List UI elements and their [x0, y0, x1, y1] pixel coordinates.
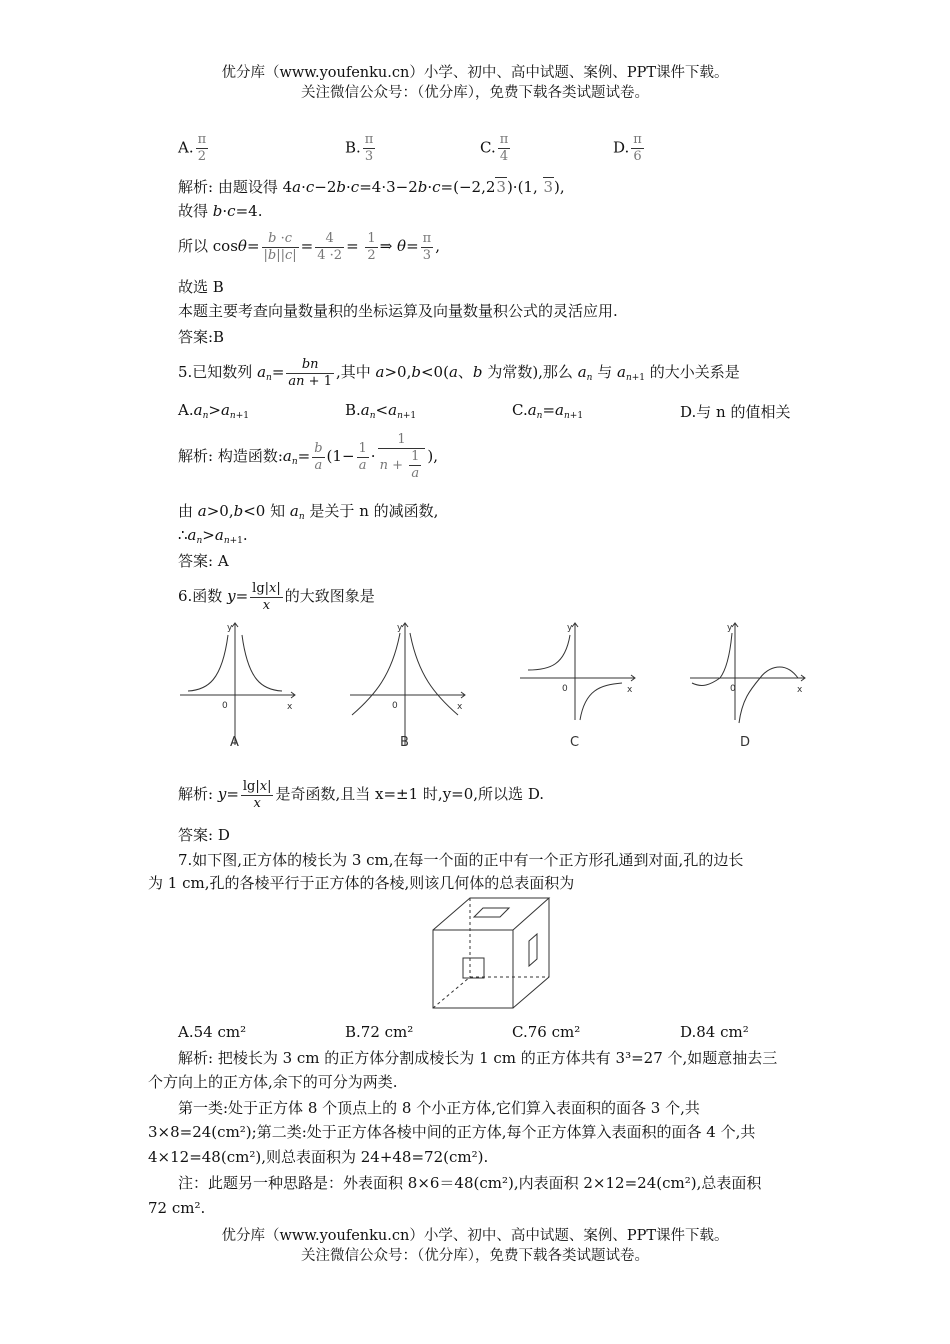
q7-solution-1: 解析: 把棱长为 3 cm 的正方体分割成棱长为 1 cm 的正方体共有 3³=27 个,如题意抽去三: [178, 1049, 778, 1067]
q7-cube-figure: [425, 895, 560, 1015]
q7-note-1: 注：此题另一种思路是：外表面积 8×6＝48(cm²),内表面积 2×12=24(cm²),总表面积: [178, 1174, 762, 1192]
q6-graph-options: [170, 615, 820, 755]
q5-solution: 解析: 构造函数$:a_n=$ $\frac{b}{a}$ (1− $\frac{1}{a}$ · 1 n + $\frac{1}{a}$ ),: [178, 432, 439, 481]
q7-solution-2: 个方向上的正方体,余下的可分为两类.: [148, 1073, 398, 1091]
q4-note: 本题主要考查向量数量积的坐标运算及向量数量积公式的灵活应用.: [178, 302, 618, 320]
q7-stem-1: 7.如下图,正方体的棱长为 3 cm,在每一个面的正中有一个正方形孔通到对面,孔的边长: [178, 851, 744, 869]
q4-then: 故得 b·c=4.: [178, 202, 263, 220]
q4-option-a: A. $\frac{\pi}{2}$: [178, 132, 207, 164]
q6-answer: 答案: D: [178, 826, 230, 844]
q7-option-b: B.72 cm²: [345, 1023, 414, 1041]
q4-choose: 故选 B: [178, 278, 224, 296]
graph-label-a: A: [230, 735, 239, 750]
header-line-2: 关注微信公众号：（优分库），免费下载各类试题试卷。: [301, 85, 649, 101]
graph-c: [520, 623, 635, 720]
q5-option-b: $B.a_n<a_{n+1}$: [345, 401, 417, 421]
graph-b: [350, 623, 465, 745]
footer-line-2: 关注微信公众号：（优分库），免费下载各类试题试卷。: [301, 1248, 649, 1264]
q7-stem-2: 为 1 cm,孔的各棱平行于正方体的各棱,则该几何体的总表面积为: [148, 874, 575, 892]
q6-stem: 6.函数 y= $\frac{\lg|x|}{x}$ 的大致图象是: [178, 580, 375, 613]
q5-option-c: $C.a_n=a_{n+1}$: [512, 401, 584, 421]
q4-answer: 答案:B: [178, 328, 225, 346]
q5-stem: 5.已知数列 $a_n=$ $\frac{bn}{an + 1}$ ,其中 a>0,b<0(a、b 为常数),那么 $a_n$ 与 $a_{n+1}$ 的大小关系是: [178, 356, 740, 389]
graph-d: [690, 623, 805, 723]
q7-option-d: D.84 cm²: [680, 1023, 749, 1041]
q5-conclusion: $\therefore a_n>a_{n+1}$.: [178, 526, 248, 546]
svg-text:x: x: [627, 685, 633, 695]
svg-text:0: 0: [730, 684, 736, 694]
graph-label-b: B: [400, 735, 409, 750]
svg-text:y: y: [397, 623, 403, 633]
graph-a: [180, 623, 295, 745]
svg-text:y: y: [227, 623, 233, 633]
q7-note-2: 72 cm².: [148, 1199, 206, 1217]
svg-text:x: x: [797, 685, 803, 695]
q6-solution: 解析: y= $\frac{\lg|x|}{x}$ 是奇函数,且当 x=±1 时,y=0,所以选 D.: [178, 778, 545, 811]
svg-text:0: 0: [222, 701, 228, 711]
svg-text:y: y: [567, 623, 573, 633]
svg-text:x: x: [457, 702, 463, 712]
q5-option-d: D.与 n 的值相关: [680, 403, 791, 421]
q4-option-d: D. $\frac{\pi}{6}$: [613, 132, 642, 164]
q7-option-c: C.76 cm²: [512, 1023, 581, 1041]
header-line-1: 优分库（www.youfenku.cn）小学、初中、高中试题、案例、PPT课件下载。: [221, 65, 729, 81]
q7-solution-3: 第一类:处于正方体 8 个顶点上的 8 个小正方体,它们算入表面积的面各 3 个,共: [178, 1099, 700, 1117]
q5-option-a: $A.a_n>a_{n+1}$: [178, 401, 249, 421]
svg-text:0: 0: [562, 684, 568, 694]
q5-answer: 答案: A: [178, 552, 229, 570]
svg-text:y: y: [727, 623, 733, 633]
q5-reason: 由 a>0,b<0 知 $a_n$ 是关于 n 的减函数,: [178, 502, 439, 522]
q4-option-c: C. $\frac{\pi}{4}$: [480, 132, 509, 164]
svg-text:x: x: [287, 702, 293, 712]
svg-text:0: 0: [392, 701, 398, 711]
footer-line-1: 优分库（www.youfenku.cn）小学、初中、高中试题、案例、PPT课件下载。: [221, 1228, 729, 1244]
q7-option-a: A.54 cm²: [178, 1023, 247, 1041]
q4-cos: 所以 cosθ= $\frac{b \cdot c}{|b||c|}$ = $\frac{4}{4 \cdot 2}$ = $\frac{1}{2}$ ⇒ θ= $\frac{\pi}{3}$ ,: [178, 230, 440, 263]
q7-solution-4: 3×8=24(cm²);第二类:处于正方体各棱中间的正方体,每个正方体算入表面积的面各 4 个,共: [148, 1123, 756, 1141]
graph-label-d: D: [740, 735, 751, 750]
graph-label-c: C: [570, 735, 580, 750]
q7-solution-5: 4×12=48(cm²),则总表面积为 24+48=72(cm²).: [148, 1148, 489, 1166]
q4-solution: 解析: 由题设得 4a·c−2b·c=4·3−2b·c=(−2,23)·(1, 3),: [178, 178, 565, 196]
q4-option-b: B. $\frac{\pi}{3}$: [345, 132, 374, 164]
